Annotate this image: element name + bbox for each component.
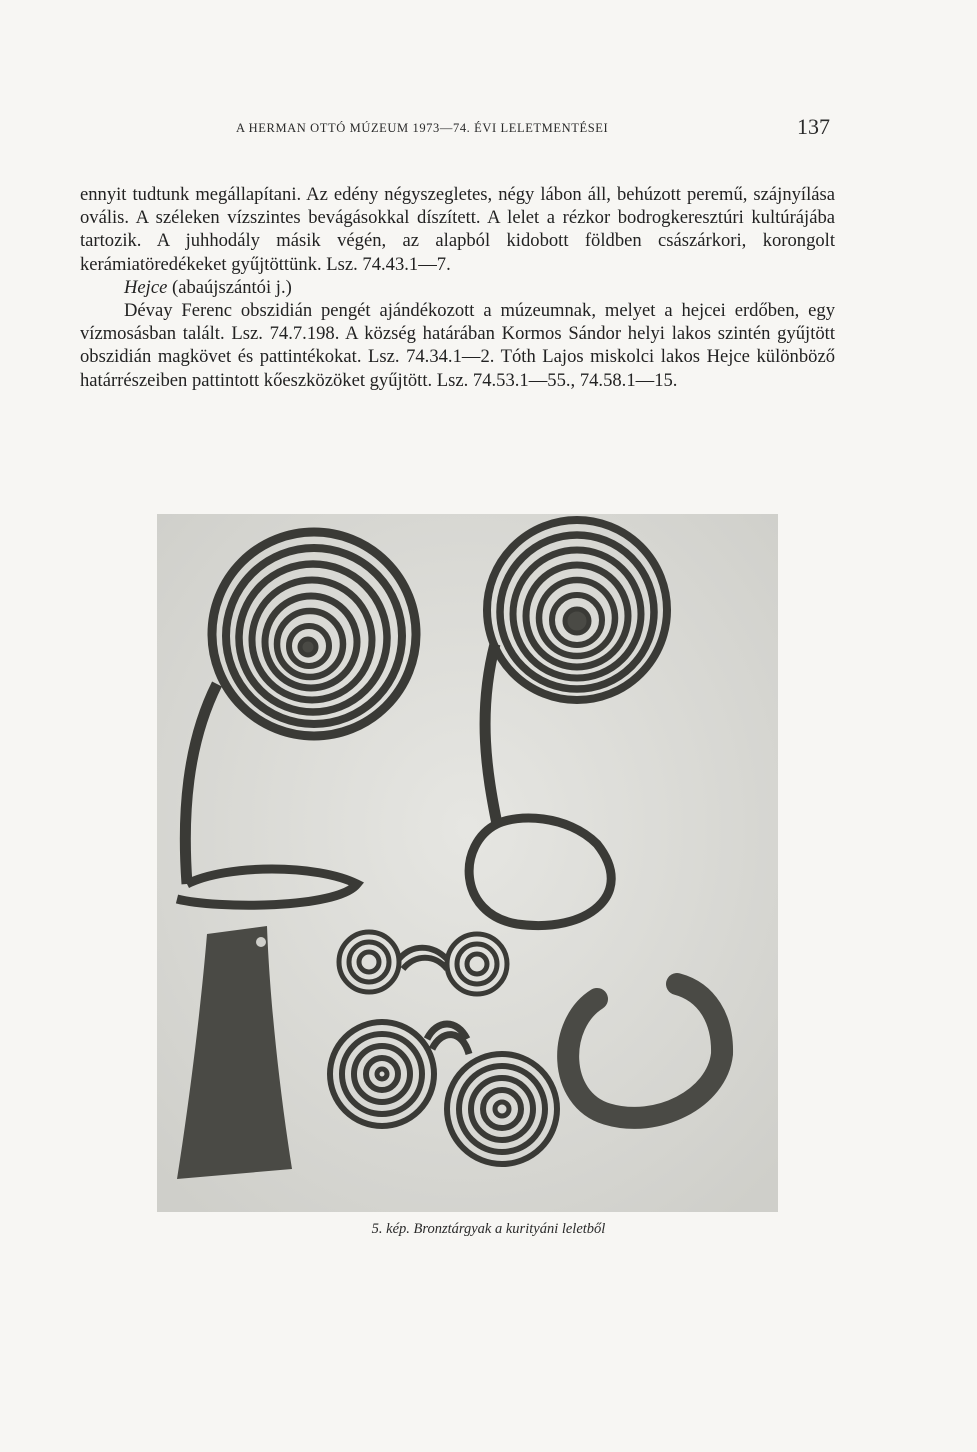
bronze-objects-photo [157, 514, 778, 1212]
page-number: 137 [797, 114, 830, 139]
body-text [80, 183, 835, 392]
section-heading-district: (abaújszántói j.) [167, 276, 292, 298]
figure-photo-bronze-objects [157, 514, 778, 1212]
section-heading-place: Hejce [124, 276, 168, 298]
section-heading [80, 276, 835, 299]
figure-caption: 5. kép. Bronztárgyak a kurityáni leletből [371, 1221, 606, 1237]
page-header [0, 114, 977, 142]
running-head: A HERMAN OTTÓ MÚZEUM 1973—74. ÉVI LELETMENTÉSEI [236, 121, 609, 135]
paragraph-1: ennyit tudtunk megállapítani. Az edény négyszegletes, négy lábon áll, behúzott peremű, szájnyílása ovális. A széleken vízszintes bevágásokkal díszített. A lelet a rézkor bodrogkeresztúri kultúrájába tartozik. A juhhodály másik végén, az alapból kidobott földben császárkori, korongolt kerámiatöredékeket gyűjtöttünk. Lsz. 74.43.1—7. [80, 184, 835, 275]
paragraph-2: Dévay Ferenc obszidián pengét ajándékozott a múzeumnak, melyet a hejcei erdőben, egy vízmosásban talált. Lsz. 74.7.198. A község határában Kormos Sándor helyi lakos szintén gyűjtött obszidián magkövet és pattintékokat. Lsz. 74.34.1—2. Tóth Lajos miskolci lakos Hejce különböző határrészeiben pattintott kőeszközöket gyűjtött. Lsz. 74.53.1—55., 74.58.1—15. [80, 300, 835, 391]
